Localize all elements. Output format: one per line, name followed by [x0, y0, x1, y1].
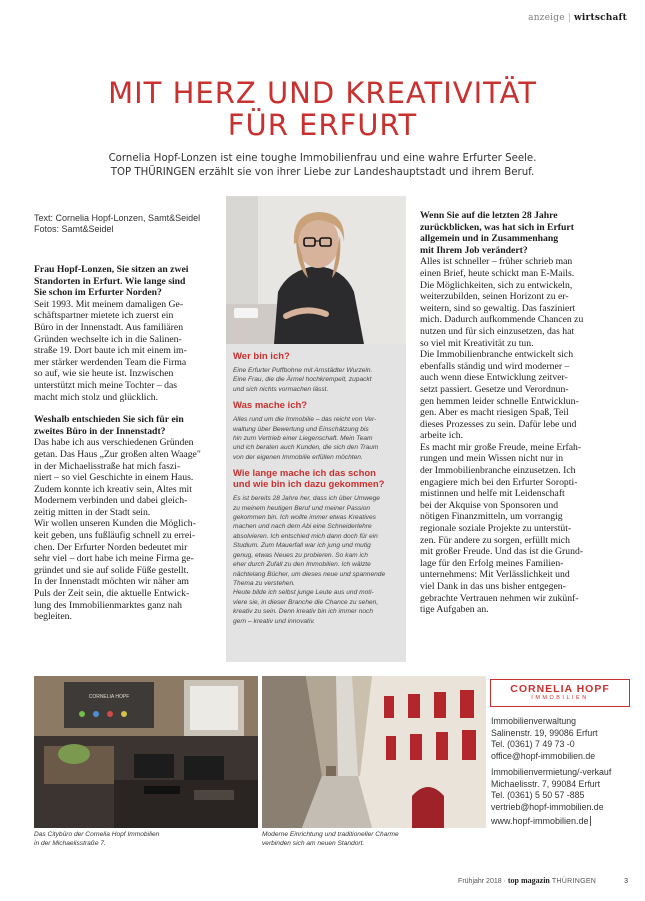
text-line: von der eigenen Immobilie erfüllen möchten.	[233, 453, 363, 461]
text-line: Die Möglichkeiten, sich zu entwickeln,	[420, 279, 573, 291]
text-line: Wie lange mache ich das schon	[233, 468, 376, 480]
text-line: Es macht mir große Freude, meine Erfah-	[420, 441, 582, 453]
text-line: ebenfalls ständig und wird moderner –	[420, 360, 570, 372]
text-line: der Immobilienbranche einzusetzen. Ich	[420, 465, 576, 477]
contact-line: Michaelisstr. 7, 99084 Erfurt	[491, 778, 601, 789]
street-illustration	[262, 676, 486, 828]
office-illustration	[34, 676, 258, 828]
text-line: dieses Prozesses zu sein. Dafür lebe und	[420, 418, 577, 430]
text-line: viere sie, in dieser Branche die Chance zu sehen,	[233, 598, 379, 606]
text-line: kreativ zu sein. Denn kreativ bin ich immer noch	[233, 608, 373, 616]
text-line: getan. Das Haus „Zur großen alten Waage"	[34, 448, 201, 460]
text-line: mit großer Freude. Und das ist die Grund-	[420, 546, 584, 558]
text-line: Seit 1993. Mit meinem damaligen Ge-	[34, 298, 184, 310]
contact-sales	[491, 767, 641, 813]
box-heading-how-long	[233, 468, 400, 490]
credits	[34, 213, 200, 235]
text-line: lung des Immobilienmarktes ganz nah	[34, 599, 182, 611]
text-line: lage für den Erfolg meines Familien-	[420, 557, 564, 569]
text-line: in der Michaelisstraße hat mich faszi-	[34, 460, 181, 472]
text-line: gründet und sie auf solide Füße gestellt.	[34, 564, 189, 576]
lead-line-2: TOP THÜRINGEN erzählt sie von ihrer Liebe zur Landeshauptstadt und ihrem Beruf.	[110, 167, 535, 178]
text-line: Alles ist schneller – früher schrieb man	[420, 256, 573, 268]
text-line: auch wenn diese Entwicklung zeitver-	[420, 372, 568, 384]
text-line: straße 19. Dort baute ich mit einem im-	[34, 345, 187, 357]
text-line: Gründen wechselte ich in die Salinen-	[34, 333, 182, 345]
text-line: Standorten in Erfurt. Wie lange sind	[34, 275, 186, 287]
answer-3	[420, 256, 616, 615]
paragraph-gap	[34, 403, 216, 414]
text-line: unternehmens: Mit Verlässlichkeit und	[420, 569, 570, 581]
region-name: THÜRINGEN	[551, 878, 597, 885]
box-text-what	[233, 415, 400, 462]
text-line: Eine Erfurter Puffbohne mit Arnstädter Wurzeln.	[233, 367, 373, 374]
issue-label: Frühjahr 2018	[458, 878, 502, 885]
text-line: chen. Der Erfurter Norden bedeutet mir	[34, 541, 188, 553]
box-heading-what: Was mache ich?	[233, 400, 308, 412]
text-line: und sich nichts vormachen lässt.	[233, 385, 329, 393]
text-line: bei der Akquise von Sponsoren und	[420, 499, 559, 511]
text-line: zweites Büro in der Innenstadt?	[34, 425, 166, 437]
right-column	[420, 210, 616, 616]
text-line: nutzen und für sich einzusetzen, das hat	[420, 325, 575, 337]
text-line: mit Ihrem Job verändert?	[420, 244, 528, 256]
text-line: gekommen bin. Ich wollte immer etwas Kreatives	[233, 514, 376, 522]
answer-1	[34, 299, 216, 403]
text-line: so viel mit Kreativität zu tun.	[420, 337, 534, 349]
company-logo	[490, 679, 630, 707]
street-caption	[262, 830, 482, 848]
contact-line: Immobilienverwaltung	[491, 716, 577, 726]
section-label-ad: anzeige	[528, 13, 565, 23]
text-line: gebrachte Vertrauen nehmen wir zukünf-	[420, 592, 579, 604]
text-line: Es ist bereits 28 Jahre her, dass ich über Umwege	[233, 495, 380, 503]
text-line: zu meinem heutigen Beruf und meiner Passion	[233, 504, 371, 512]
text-line: setzt passiert. Gesetze und Verordnun-	[420, 383, 569, 395]
text-line: mistinnen und helfe mit Leidenschaft	[420, 488, 565, 500]
footer-dot: ·	[503, 878, 508, 885]
text-line: einen Brief, heute schickt man E-Mails.	[420, 267, 575, 279]
text-line: unterstützt mich meine Tochter – das	[34, 379, 178, 391]
text-line: gen. Aber es macht riesigen Spaß, Teil	[420, 407, 569, 419]
text-credit: Text: Cornelia Hopf-Lonzen, Samt&Seidel	[34, 213, 201, 223]
contact-line: Immobilienvermietung/-verkauf	[491, 767, 612, 777]
text-line: Sie schon im Erfurter Norden?	[34, 287, 162, 299]
text-line: sehr viel – dort habe ich meine Firma ge-	[34, 553, 194, 565]
text-line: Büro in der Innenstadt. Aus familiären	[34, 321, 184, 333]
text-line: verbinden sich am neuen Standort.	[262, 840, 365, 847]
text-line: viel Dank in das uns bisher entgegen-	[420, 581, 566, 592]
text-line: macht mich stolz und glücklich.	[34, 391, 159, 403]
office-photo	[34, 676, 258, 828]
text-line: arbeite ich.	[420, 430, 464, 442]
office-caption	[34, 830, 244, 848]
text-line: schäftspartner mietete ich zuerst ein	[34, 310, 174, 322]
text-line: Wir wollen unseren Kunden die Möglich-	[34, 518, 196, 530]
question-2	[34, 414, 216, 437]
box-heading-who: Wer bin ich?	[233, 351, 290, 362]
text-line: gern – kreativ und innovativ.	[233, 617, 315, 625]
text-line: Das Citybüro der Cornelia Hopf Immobilien	[34, 831, 160, 838]
text-line: Moderne Einrichtung und traditioneller Charme	[262, 831, 399, 838]
text-line: Zudem konnte ich kreativ sein, Altes mit	[34, 483, 192, 495]
text-line: tige Aufgaben an.	[420, 604, 489, 616]
profile-box	[226, 344, 406, 662]
office-sign-text: CORNELIA HOPF	[88, 694, 130, 700]
box-text-how-long	[233, 494, 400, 626]
text-line: Thema zu verstehen.	[233, 579, 295, 587]
running-head	[528, 13, 627, 23]
contact-management	[491, 716, 641, 762]
section-label-economy: wirtschaft	[573, 13, 627, 23]
page-footer	[458, 876, 628, 885]
text-line: eher durch Zufall zu den Immobilien. Ich wälzte	[233, 561, 371, 569]
portrait-photo	[226, 196, 406, 344]
question-1	[34, 264, 216, 299]
magazine-name: top magazin	[507, 876, 550, 885]
text-line: nächtelang Bücher, um dieses neue und spannende	[233, 570, 386, 578]
text-line: mer stärker werdenden Team die Firma	[34, 356, 187, 368]
text-line: machen und nach dem Abi eine Schneiderlehre	[233, 523, 372, 531]
text-line: zurückblicken, was hat sich in Erfurt	[420, 221, 574, 233]
text-line: Alles rund um die Immobilie – das reicht von Ver-	[233, 416, 377, 424]
text-line: weitern, sind so gewaltig. Das fasziniert	[420, 302, 576, 314]
text-line: weiterzubilden, seinen Horizont zu er-	[420, 291, 569, 303]
headline-line-1: MIT HERZ UND KREATIVITÄT	[108, 76, 537, 110]
portrait-illustration	[226, 196, 406, 344]
text-line: und wie bin ich dazu gekommen?	[233, 479, 385, 491]
text-line: Studium. Zum Mauerfall war ich jung und mutig	[233, 542, 371, 550]
photo-credit: Fotos: Samt&Seidel	[34, 224, 114, 234]
text-line: regionale soziale Projekte zu unterstüt-	[420, 523, 572, 535]
text-line: begleiten.	[34, 611, 72, 623]
text-line: Frau Hopf-Lonzen, Sie sitzen an zwei	[34, 264, 189, 275]
text-line: nötigen Finanzmitteln, um vorrangig	[420, 511, 563, 523]
text-line: hin zum Vertrieb einer Liegenschaft. Mein Team	[233, 435, 373, 443]
text-line: waltung über Bewertung und Einschätzung bis	[233, 425, 369, 433]
text-line: Modernem verbinden und dabei gleich-	[34, 495, 188, 507]
text-line: so auf, wie sie heute ist. Inzwischen	[34, 368, 174, 380]
text-line: genug, etwas Neues zu probieren. So kam ich	[233, 551, 368, 559]
website-link[interactable]: www.hopf-immobilien.de	[491, 816, 589, 826]
email-link[interactable]: office@hopf-immobilien.de	[491, 750, 596, 761]
text-line: Puls der Zeit sein, die aktuelle Entwick-	[34, 588, 190, 600]
section-separator: |	[567, 13, 571, 23]
text-line: Heute bilde ich selbst junge Leute aus und moti-	[233, 589, 374, 597]
text-line: keit geben, uns fußläufig schnell zu errei-	[34, 530, 196, 542]
text-line: Eine Frau, die die Ärmel hochkrempelt, zupackt	[233, 376, 372, 384]
text-line: gen hemmen leider schnelle Entwicklun-	[420, 395, 579, 407]
email-link[interactable]: vertrieb@hopf-immobilien.de	[491, 801, 604, 812]
contact-line: Tel. (0361) 5 50 57 -885	[491, 790, 585, 801]
text-line: Weshalb entschieden Sie sich für ein	[34, 414, 184, 426]
lead-line-1: Cornelia Hopf-Lonzen ist eine toughe Immobilienfrau und eine wahre Erfurter Seele.	[108, 153, 537, 164]
text-line: rungen und mein Wissen nicht nur in	[420, 453, 564, 465]
text-line: allgemein und in Zusammenhang	[420, 233, 559, 245]
headline-line-2: FÜR ERFURT	[227, 108, 418, 142]
text-line: absolvieren. Ich entschied mich dann doch für ein	[233, 532, 378, 540]
contact-line: Salinenstr. 19, 99086 Erfurt	[491, 727, 598, 738]
question-3	[420, 210, 616, 256]
text-line: Die Immobilienbranche entwickelt sich	[420, 349, 574, 361]
box-text-who	[233, 366, 400, 394]
text-line: Das habe ich aus verschiedenen Gründen	[34, 437, 194, 449]
street-photo	[262, 676, 486, 828]
contact-line: Tel. (0361) 7 49 73 -0	[491, 739, 575, 750]
answer-2	[34, 437, 216, 623]
text-line: niert – so viel Geschichte in einem Haus.	[34, 472, 194, 484]
text-line: zen. Für andere zu sorgen, erfüllt mich	[420, 534, 570, 546]
left-column	[34, 264, 216, 623]
text-line: und ich beraten auch Kunden, die sich den Traum	[233, 444, 379, 452]
text-line: engagiere mich bei den Erfurter Soropti-	[420, 476, 578, 488]
text-line: Wenn Sie auf die letzten 28 Jahre	[420, 210, 558, 221]
logo-name: CORNELIA HOPF	[510, 683, 610, 695]
logo-subline: IMMOBILIEN	[531, 695, 589, 701]
text-line: zeitig mitten in der Stadt sein.	[34, 506, 151, 518]
text-line: In der Innenstadt möchten wir näher am	[34, 576, 189, 588]
text-line: mich. Dadurch aufkommende Chancen zu	[420, 314, 584, 326]
page-number: 3	[624, 878, 628, 885]
text-line: in der Michaelisstraße 7.	[34, 840, 106, 847]
